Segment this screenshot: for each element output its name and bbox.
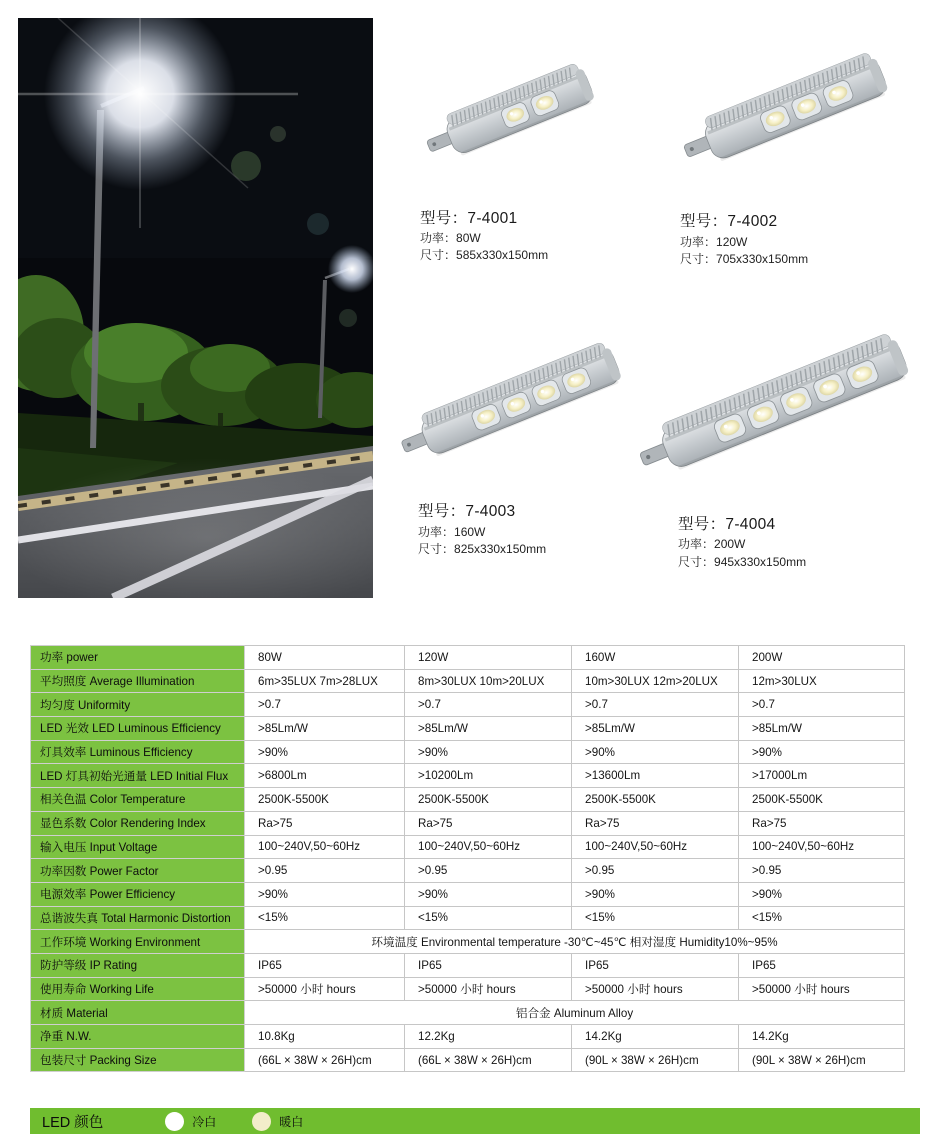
spec-value: IP65 — [245, 953, 405, 977]
spec-row — [31, 693, 905, 717]
spec-value: 6m>35LUX 7m>28LUX — [245, 669, 405, 693]
spec-value: <15% — [739, 906, 905, 930]
spec-row-label: 功率 power — [31, 646, 245, 670]
spec-value: 12m>30LUX — [739, 669, 905, 693]
spec-value: 12.2Kg — [405, 1025, 572, 1049]
spec-value: 100~240V,50~60Hz — [245, 835, 405, 859]
spec-value: >85Lm/W — [405, 717, 572, 741]
spec-row — [31, 859, 905, 883]
lamp-image — [385, 28, 657, 206]
spec-value: >10200Lm — [405, 764, 572, 788]
product-power: 功率：80W — [420, 231, 481, 246]
spec-merged-value: 环境温度 Environmental temperature -30℃~45℃ 相对湿度 Humidity10%~95% — [245, 930, 905, 954]
street-photo — [18, 18, 373, 598]
spec-value: >13600Lm — [572, 764, 739, 788]
spec-value: >6800Lm — [245, 764, 405, 788]
product-card — [633, 310, 939, 571]
spec-value: >85Lm/W — [572, 717, 739, 741]
spec-row — [31, 953, 905, 977]
spec-merged-value: 铝合金 Aluminum Alloy — [245, 1001, 905, 1025]
spec-row-label: 包装尺寸 Packing Size — [31, 1048, 245, 1072]
spec-row-label: 使用寿命 Working Life — [31, 977, 245, 1001]
spec-row — [31, 835, 905, 859]
spec-value: >0.95 — [245, 859, 405, 883]
spec-row — [31, 646, 905, 670]
spec-value: >90% — [245, 882, 405, 906]
spec-value: >90% — [572, 882, 739, 906]
spec-value: (66L × 38W × 26H)cm — [245, 1048, 405, 1072]
spec-value: >0.7 — [572, 693, 739, 717]
cool-white-label: 冷白 — [192, 1114, 217, 1129]
spec-value: 100~240V,50~60Hz — [572, 835, 739, 859]
spec-value: >0.7 — [245, 693, 405, 717]
spec-value: 100~240V,50~60Hz — [739, 835, 905, 859]
spec-value: <15% — [572, 906, 739, 930]
spec-value: Ra>75 — [245, 811, 405, 835]
spec-value: 10.8Kg — [245, 1025, 405, 1049]
spec-value: >17000Lm — [739, 764, 905, 788]
spec-row — [31, 669, 905, 693]
spec-row — [31, 788, 905, 812]
product-text — [680, 211, 942, 268]
spec-row-label: 电源效率 Power Efficiency — [31, 882, 245, 906]
spec-value: >50000 小时 hours — [245, 977, 405, 1001]
spec-row — [31, 1025, 905, 1049]
spec-value: >90% — [245, 740, 405, 764]
spec-row-label: 工作环境 Working Environment — [31, 930, 245, 954]
spec-value: 100~240V,50~60Hz — [405, 835, 572, 859]
spec-value: 10m>30LUX 12m>20LUX — [572, 669, 739, 693]
spec-value: >85Lm/W — [245, 717, 405, 741]
spec-value: 80W — [245, 646, 405, 670]
spec-value: >0.95 — [405, 859, 572, 883]
product-text — [678, 514, 939, 571]
spec-row-label: 灯具效率 Luminous Efficiency — [31, 740, 245, 764]
spec-row — [31, 717, 905, 741]
spec-value: >0.7 — [405, 693, 572, 717]
spec-value: >50000 小时 hours — [405, 977, 572, 1001]
spec-value: >90% — [405, 882, 572, 906]
cool-white-swatch — [165, 1112, 184, 1131]
spec-value: 120W — [405, 646, 572, 670]
product-text — [420, 208, 657, 265]
spec-row-label: LED 光效 LED Luminous Efficiency — [31, 717, 245, 741]
spec-value: 8m>30LUX 10m>20LUX — [405, 669, 572, 693]
spec-value: >50000 小时 hours — [572, 977, 739, 1001]
product-power: 功率：160W — [418, 524, 486, 539]
spec-row — [31, 1048, 905, 1072]
product-card — [385, 28, 657, 265]
product-size: 尺寸：825x330x150mm — [418, 542, 547, 557]
product-model: 型号：7-4004 — [678, 515, 776, 533]
product-model: 型号：7-4003 — [418, 503, 516, 521]
spec-row-label: 功率因数 Power Factor — [31, 859, 245, 883]
product-size: 尺寸：705x330x150mm — [680, 252, 809, 267]
spec-value: <15% — [405, 906, 572, 930]
spec-table — [30, 645, 905, 1072]
spec-value: IP65 — [739, 953, 905, 977]
warm-white-label: 暖白 — [279, 1114, 304, 1129]
product-power: 功率：120W — [680, 234, 748, 249]
spec-row — [31, 1001, 905, 1025]
spec-value: >90% — [739, 882, 905, 906]
led-color-bar — [30, 1108, 920, 1134]
product-power: 功率：200W — [678, 537, 746, 552]
product-size: 尺寸：585x330x150mm — [420, 248, 549, 263]
spec-value: 2500K-5500K — [405, 788, 572, 812]
spec-value: (66L × 38W × 26H)cm — [405, 1048, 572, 1072]
spec-row-label: 输入电压 Input Voltage — [31, 835, 245, 859]
spec-row-label: 平均照度 Average Illumination — [31, 669, 245, 693]
led-color-option-warm — [252, 1112, 303, 1131]
spec-row-label: 净重 N.W. — [31, 1025, 245, 1049]
spec-row — [31, 740, 905, 764]
spec-row — [31, 977, 905, 1001]
spec-value: 2500K-5500K — [245, 788, 405, 812]
spec-value: IP65 — [405, 953, 572, 977]
spec-value: 2500K-5500K — [739, 788, 905, 812]
spec-value: 200W — [739, 646, 905, 670]
spec-value: >85Lm/W — [739, 717, 905, 741]
spec-row — [31, 882, 905, 906]
spec-row-label: 总谐波失真 Total Harmonic Distortion — [31, 906, 245, 930]
spec-value: <15% — [245, 906, 405, 930]
spec-value: >0.7 — [739, 693, 905, 717]
lamp-image — [652, 20, 942, 209]
spec-value: >90% — [405, 740, 572, 764]
spec-value: Ra>75 — [405, 811, 572, 835]
spec-value: >0.95 — [739, 859, 905, 883]
product-model: 型号：7-4002 — [680, 213, 778, 231]
spec-row — [31, 906, 905, 930]
spec-value: >50000 小时 hours — [739, 977, 905, 1001]
spec-value: Ra>75 — [572, 811, 739, 835]
spec-value: 14.2Kg — [572, 1025, 739, 1049]
product-card — [652, 20, 942, 269]
spec-value: >90% — [739, 740, 905, 764]
spec-row-label: 显色系数 Color Rendering Index — [31, 811, 245, 835]
led-color-label: LED 颜色 — [42, 1114, 104, 1131]
led-color-option-cool — [165, 1112, 216, 1131]
product-model: 型号：7-4001 — [420, 209, 518, 227]
spec-value: 2500K-5500K — [572, 788, 739, 812]
product-card — [383, 316, 661, 559]
spec-row — [31, 764, 905, 788]
spec-row-label: 材质 Material — [31, 1001, 245, 1025]
warm-white-swatch — [252, 1112, 271, 1131]
spec-row-label: 防护等级 IP Rating — [31, 953, 245, 977]
street-photo-art — [18, 18, 373, 598]
spec-value: >90% — [572, 740, 739, 764]
spec-value: 160W — [572, 646, 739, 670]
spec-value: IP65 — [572, 953, 739, 977]
spec-value: 14.2Kg — [739, 1025, 905, 1049]
product-size: 尺寸：945x330x150mm — [678, 554, 807, 569]
spec-row-label: 均匀度 Uniformity — [31, 693, 245, 717]
spec-value: (90L × 38W × 26H)cm — [739, 1048, 905, 1072]
spec-value: Ra>75 — [739, 811, 905, 835]
lamp-image — [633, 310, 939, 510]
product-text — [418, 501, 661, 558]
spec-row-label: LED 灯具初始光通量 LED Initial Flux — [31, 764, 245, 788]
spec-row — [31, 930, 905, 954]
lamp-image — [383, 316, 661, 497]
spec-row — [31, 811, 905, 835]
spec-value: (90L × 38W × 26H)cm — [572, 1048, 739, 1072]
lens-flare — [231, 151, 261, 181]
spec-value: >0.95 — [572, 859, 739, 883]
spec-row-label: 相关色温 Color Temperature — [31, 788, 245, 812]
